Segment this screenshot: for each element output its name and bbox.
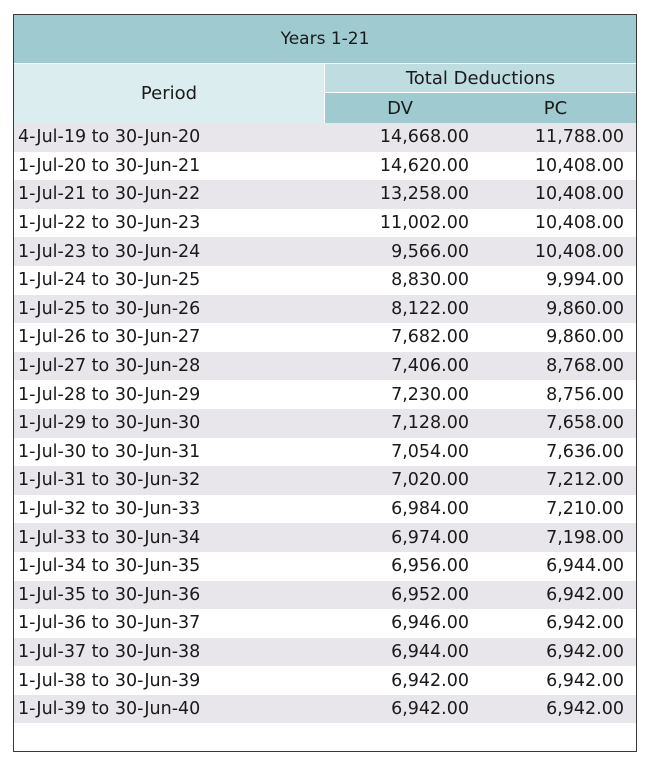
pc-cell: 11,788.00 [534, 127, 624, 148]
table-row [14, 295, 636, 324]
dv-cell: 6,942.00 [391, 670, 469, 691]
period-cell: 4-Jul-19 to 30-Jun-20 [18, 127, 201, 148]
pc-cell: 9,994.00 [546, 270, 624, 291]
dv-cell: 9,566.00 [391, 241, 469, 262]
table-row [14, 466, 636, 495]
dv-cell: 6,944.00 [391, 641, 469, 662]
dv-cell: 7,054.00 [391, 441, 469, 462]
pc-cell: 10,408.00 [534, 184, 624, 205]
period-cell: 1-Jul-29 to 30-Jun-30 [18, 413, 201, 434]
period-cell: 1-Jul-33 to 30-Jun-34 [18, 527, 201, 548]
table-row [14, 609, 636, 638]
table-title: Years 1-21 [14, 15, 636, 64]
dv-cell: 6,946.00 [391, 613, 469, 634]
table-row [14, 581, 636, 610]
dv-cell: 13,258.00 [379, 184, 469, 205]
period-cell: 1-Jul-36 to 30-Jun-37 [18, 613, 201, 634]
dv-cell: 6,942.00 [391, 699, 469, 720]
period-cell: 1-Jul-38 to 30-Jun-39 [18, 670, 201, 691]
table-body [14, 123, 636, 723]
table-row [14, 209, 636, 238]
pc-cell: 7,658.00 [546, 413, 624, 434]
period-cell: 1-Jul-30 to 30-Jun-31 [18, 441, 201, 462]
table-row [14, 638, 636, 667]
deductions-table [13, 14, 637, 752]
pc-cell: 9,860.00 [546, 298, 624, 319]
table-row [14, 152, 636, 181]
pc-cell: 6,942.00 [546, 641, 624, 662]
pc-cell: 7,210.00 [546, 499, 624, 520]
period-cell: 1-Jul-28 to 30-Jun-29 [18, 384, 201, 405]
table-row [14, 266, 636, 295]
pc-cell: 7,636.00 [546, 441, 624, 462]
dv-cell: 14,620.00 [379, 155, 469, 176]
period-cell: 1-Jul-39 to 30-Jun-40 [18, 699, 201, 720]
dv-cell: 8,830.00 [391, 270, 469, 291]
pc-cell: 6,942.00 [546, 699, 624, 720]
dv-cell: 7,682.00 [391, 327, 469, 348]
table-row [14, 495, 636, 524]
period-cell: 1-Jul-20 to 30-Jun-21 [18, 155, 201, 176]
period-cell: 1-Jul-22 to 30-Jun-23 [18, 213, 201, 234]
period-cell: 1-Jul-31 to 30-Jun-32 [18, 470, 201, 491]
pc-cell: 6,942.00 [546, 670, 624, 691]
table-row [14, 552, 636, 581]
table-row [14, 237, 636, 266]
pc-cell: 8,756.00 [546, 384, 624, 405]
pc-cell: 10,408.00 [534, 213, 624, 234]
table-header [14, 64, 636, 123]
pc-cell: 9,860.00 [546, 327, 624, 348]
table-row [14, 352, 636, 381]
period-cell: 1-Jul-25 to 30-Jun-26 [18, 298, 201, 319]
pc-cell: 6,944.00 [546, 556, 624, 577]
dv-cell: 6,984.00 [391, 499, 469, 520]
table-row [14, 695, 636, 724]
table-row [14, 438, 636, 467]
table-row [14, 409, 636, 438]
dv-cell: 14,668.00 [379, 127, 469, 148]
dv-column-header: DV [387, 97, 413, 119]
period-cell: 1-Jul-21 to 30-Jun-22 [18, 184, 201, 205]
dv-cell: 7,230.00 [391, 384, 469, 405]
period-cell: 1-Jul-34 to 30-Jun-35 [18, 556, 201, 577]
deductions-header-group [325, 64, 636, 123]
period-cell: 1-Jul-26 to 30-Jun-27 [18, 327, 201, 348]
table-row [14, 180, 636, 209]
dv-cell: 7,128.00 [391, 413, 469, 434]
dv-cell: 7,020.00 [391, 470, 469, 491]
table-row [14, 523, 636, 552]
pc-cell: 10,408.00 [534, 155, 624, 176]
dv-cell: 8,122.00 [391, 298, 469, 319]
period-column-header: Period [14, 64, 325, 123]
dv-cell: 6,952.00 [391, 584, 469, 605]
pc-column-header: PC [543, 97, 568, 119]
table-row [14, 323, 636, 352]
pc-cell: 6,942.00 [546, 584, 624, 605]
period-cell: 1-Jul-23 to 30-Jun-24 [18, 241, 201, 262]
table-row [14, 123, 636, 152]
total-deductions-header: Total Deductions [325, 64, 636, 93]
pc-cell: 6,942.00 [546, 613, 624, 634]
period-cell: 1-Jul-32 to 30-Jun-33 [18, 499, 201, 520]
dv-cell: 7,406.00 [391, 356, 469, 377]
period-cell: 1-Jul-24 to 30-Jun-25 [18, 270, 201, 291]
dv-cell: 6,974.00 [391, 527, 469, 548]
period-cell: 1-Jul-27 to 30-Jun-28 [18, 356, 201, 377]
period-cell: 1-Jul-35 to 30-Jun-36 [18, 584, 201, 605]
pc-cell: 10,408.00 [534, 241, 624, 262]
table-row [14, 380, 636, 409]
dv-cell: 11,002.00 [379, 213, 469, 234]
deductions-subheaders [325, 93, 636, 123]
pc-cell: 8,768.00 [546, 356, 624, 377]
pc-cell: 7,212.00 [546, 470, 624, 491]
period-cell: 1-Jul-37 to 30-Jun-38 [18, 641, 201, 662]
pc-cell: 7,198.00 [546, 527, 624, 548]
table-row [14, 666, 636, 695]
dv-cell: 6,956.00 [391, 556, 469, 577]
